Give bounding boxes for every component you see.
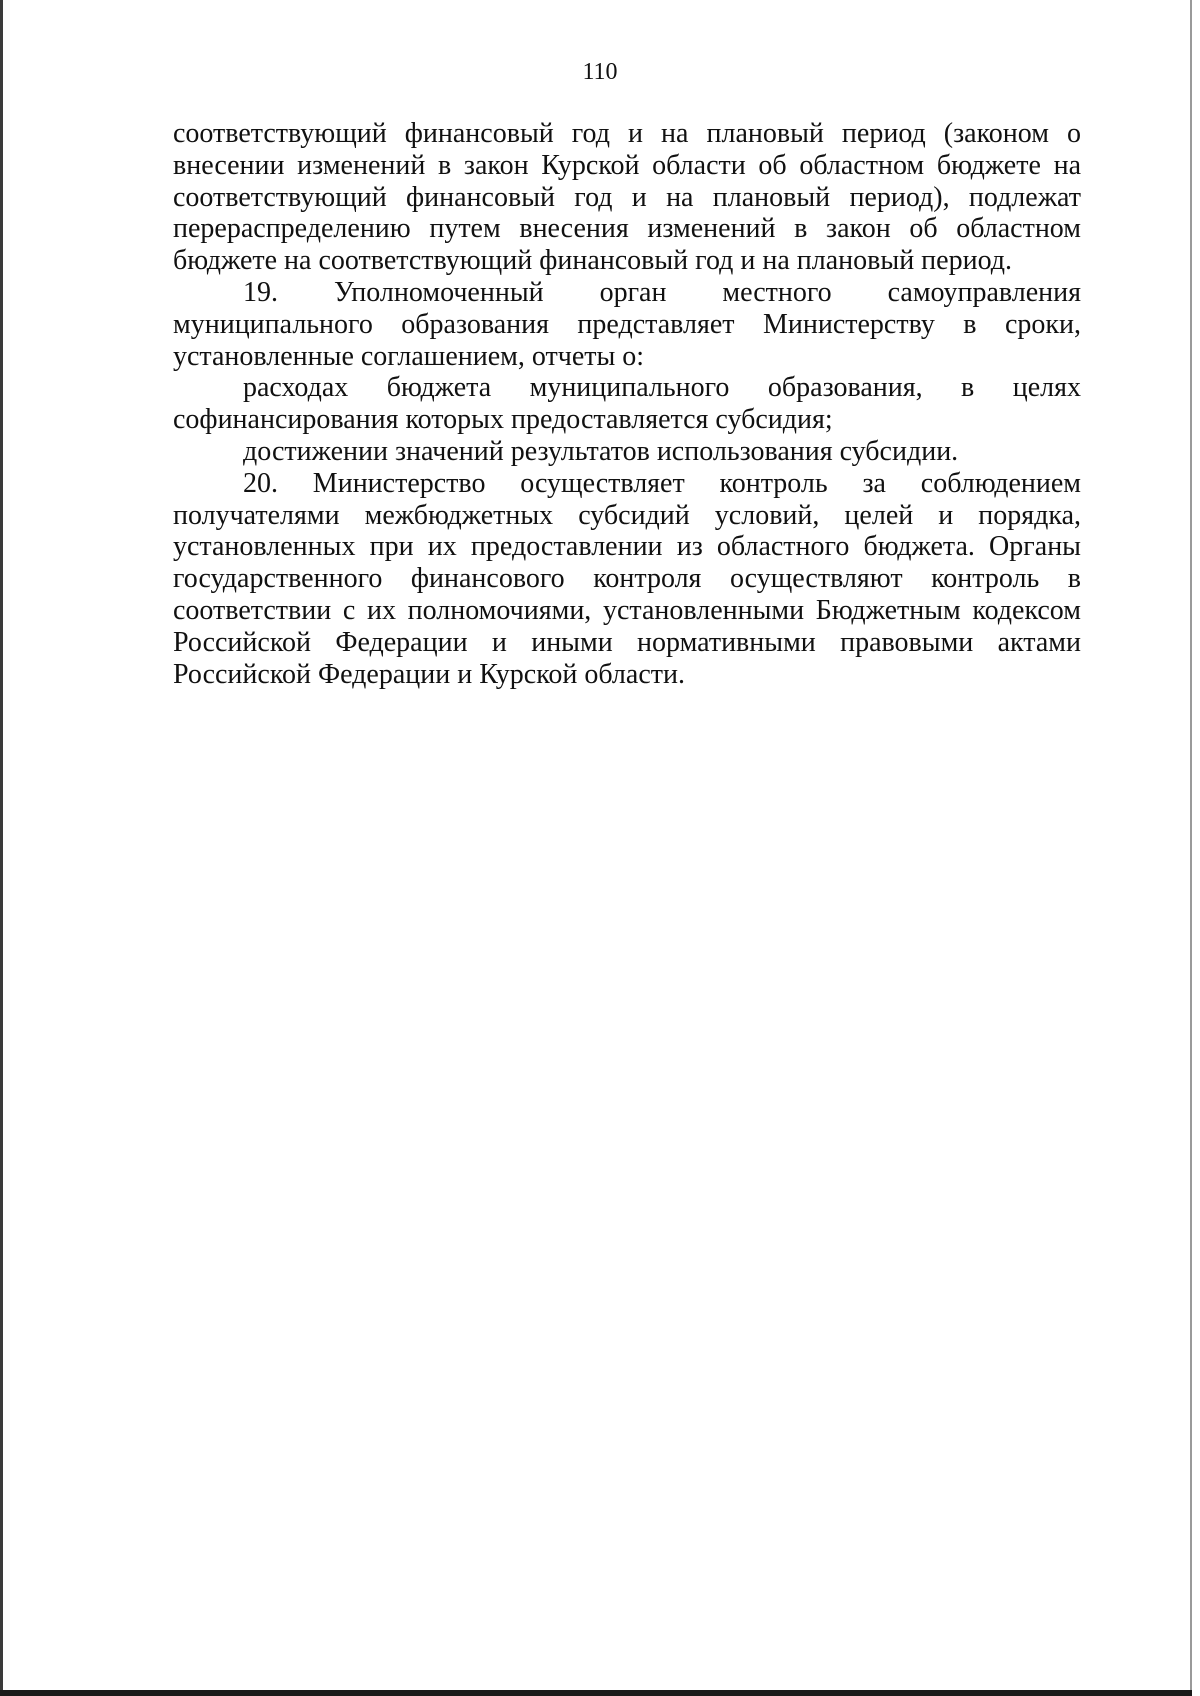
paragraph-report-results: достижении значений результатов использования субсидии. bbox=[243, 435, 959, 467]
paragraph-continuation: соответствующий финансовый год и на плановый период (законом о внесении изменений в закон Курской области об областном бюджете на соответствующий финансовый год и на плановый период), подлежат перераспределению путем внесения изменений в закон об областном бюджете на соответствующий финансовый год и на плановый период. bbox=[173, 118, 1081, 277]
document-body bbox=[173, 118, 1081, 690]
paragraph-item-19: 19. Уполномоченный орган местного самоуправления муниципального образования представляет Министерству в сроки, установленные соглашением, отчеты о: bbox=[173, 276, 1081, 372]
page-number: 110 bbox=[582, 59, 618, 85]
scan-border-left bbox=[0, 0, 3, 1696]
scan-edge-right bbox=[1192, 0, 1200, 1696]
paragraph-item-20: 20. Министерство осуществляет контроль за соблюдением получателями межбюджетных субсидий условий, целей и порядка, установленных при их предоставлении из областного бюджета. Органы государственного финансового контроля осуществляют контроль в соответствии с их полномочиями, установленными Бюджетным кодексом Российской Федерации и иными нормативными правовыми актами Российской Федерации и Курской области. bbox=[173, 467, 1081, 690]
scan-border-bottom bbox=[0, 1690, 1192, 1696]
paragraph-report-expenses: расходах бюджета муниципального образования, в целях софинансирования которых предоставляется субсидия; bbox=[173, 372, 1081, 436]
